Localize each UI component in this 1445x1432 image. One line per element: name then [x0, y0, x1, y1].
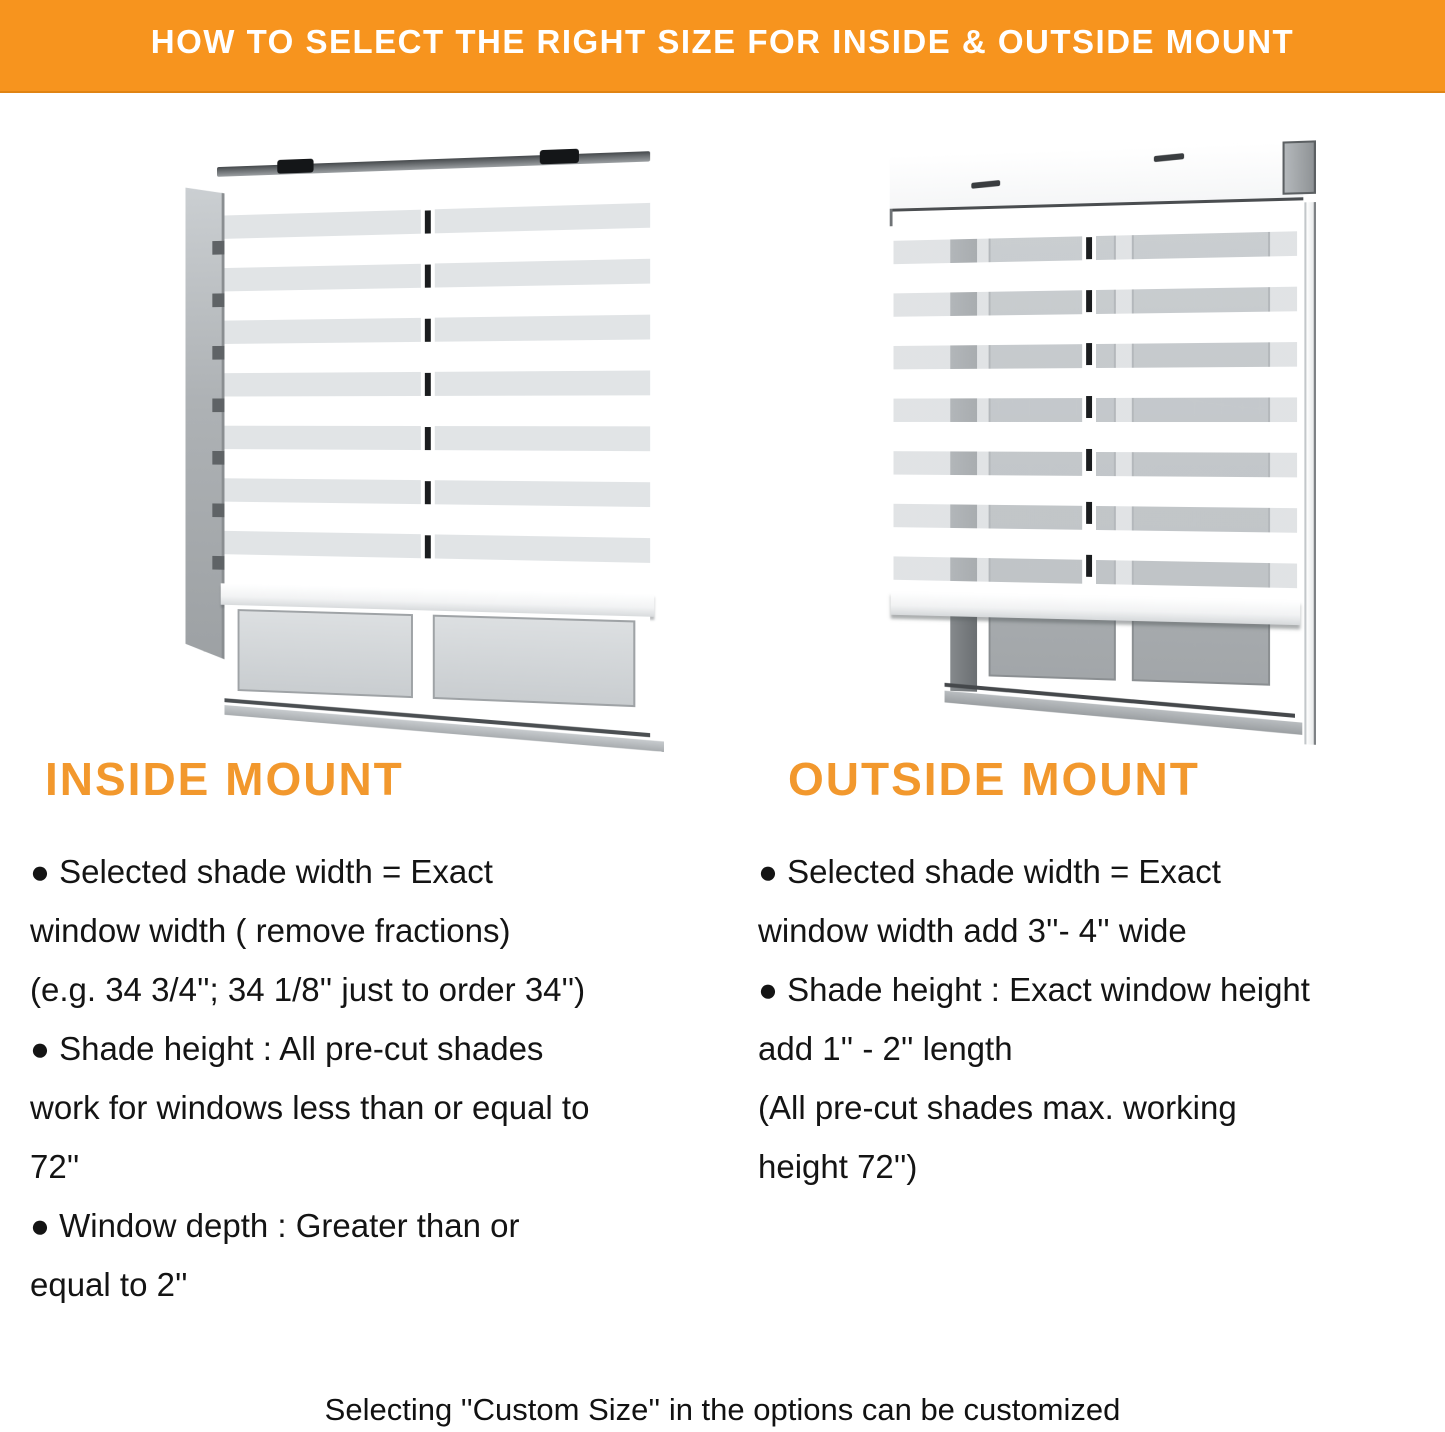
instruction-line: window width add 3''- 4'' wide: [758, 912, 1187, 949]
frame-shadow-notches: [212, 215, 224, 583]
page-title: HOW TO SELECT THE RIGHT SIZE FOR INSIDE & OUTSIDE MOUNT: [150, 22, 1295, 60]
window-glass-section: [224, 605, 650, 736]
inside-mount-heading: INSIDE MOUNT: [45, 753, 404, 805]
inside-mount-illustration: [148, 142, 672, 750]
screw-slot-icon: [1154, 153, 1184, 162]
header-banner: [0, 0, 1445, 93]
inside-mount-window: [185, 141, 650, 736]
fabric-seam-marks: [425, 210, 431, 589]
outside-mount-window: [890, 136, 1316, 751]
instruction-line: ● Shade height : Exact window height: [758, 971, 1310, 1008]
zebra-shade-fabric: [893, 201, 1297, 628]
instruction-line: window width ( remove fractions): [30, 912, 511, 949]
instruction-line: work for windows less than or equal to: [30, 1089, 590, 1126]
window-right-frame: [1304, 202, 1315, 745]
screw-slot-icon: [971, 180, 1000, 189]
fabric-seam-marks: [1086, 206, 1092, 596]
mounting-bracket-icon: [540, 149, 579, 165]
instruction-line: ● Selected shade width = Exact: [758, 853, 1221, 890]
instruction-line: add 1'' - 2'' length: [758, 1030, 1013, 1067]
instruction-line: (All pre-cut shades max. working: [758, 1089, 1237, 1126]
inside-mount-instructions: [30, 842, 730, 1314]
mounting-bracket-icon: [277, 159, 313, 174]
instruction-line: ● Selected shade width = Exact: [30, 853, 493, 890]
zebra-shade-fabric: [224, 203, 650, 594]
instruction-line: equal to 2'': [30, 1266, 188, 1303]
instruction-line: (e.g. 34 3/4''; 34 1/8'' just to order 34''): [30, 971, 586, 1008]
instruction-line: ● Shade height : All pre-cut shades: [30, 1030, 544, 1067]
headrail-end-cap: [1283, 140, 1316, 194]
glass-pane: [238, 609, 413, 698]
outside-mount-heading: OUTSIDE MOUNT: [788, 753, 1200, 805]
outside-mount-illustration: [862, 140, 1332, 764]
outside-mount-instructions: [758, 842, 1445, 1196]
custom-size-note: Selecting ''Custom Size'' in the options can be customized: [324, 1392, 1121, 1427]
instruction-line: ● Window depth : Greater than or: [30, 1207, 520, 1244]
instruction-line: height 72''): [758, 1148, 918, 1185]
glass-pane: [433, 615, 636, 708]
instruction-line: 72'': [30, 1148, 80, 1185]
